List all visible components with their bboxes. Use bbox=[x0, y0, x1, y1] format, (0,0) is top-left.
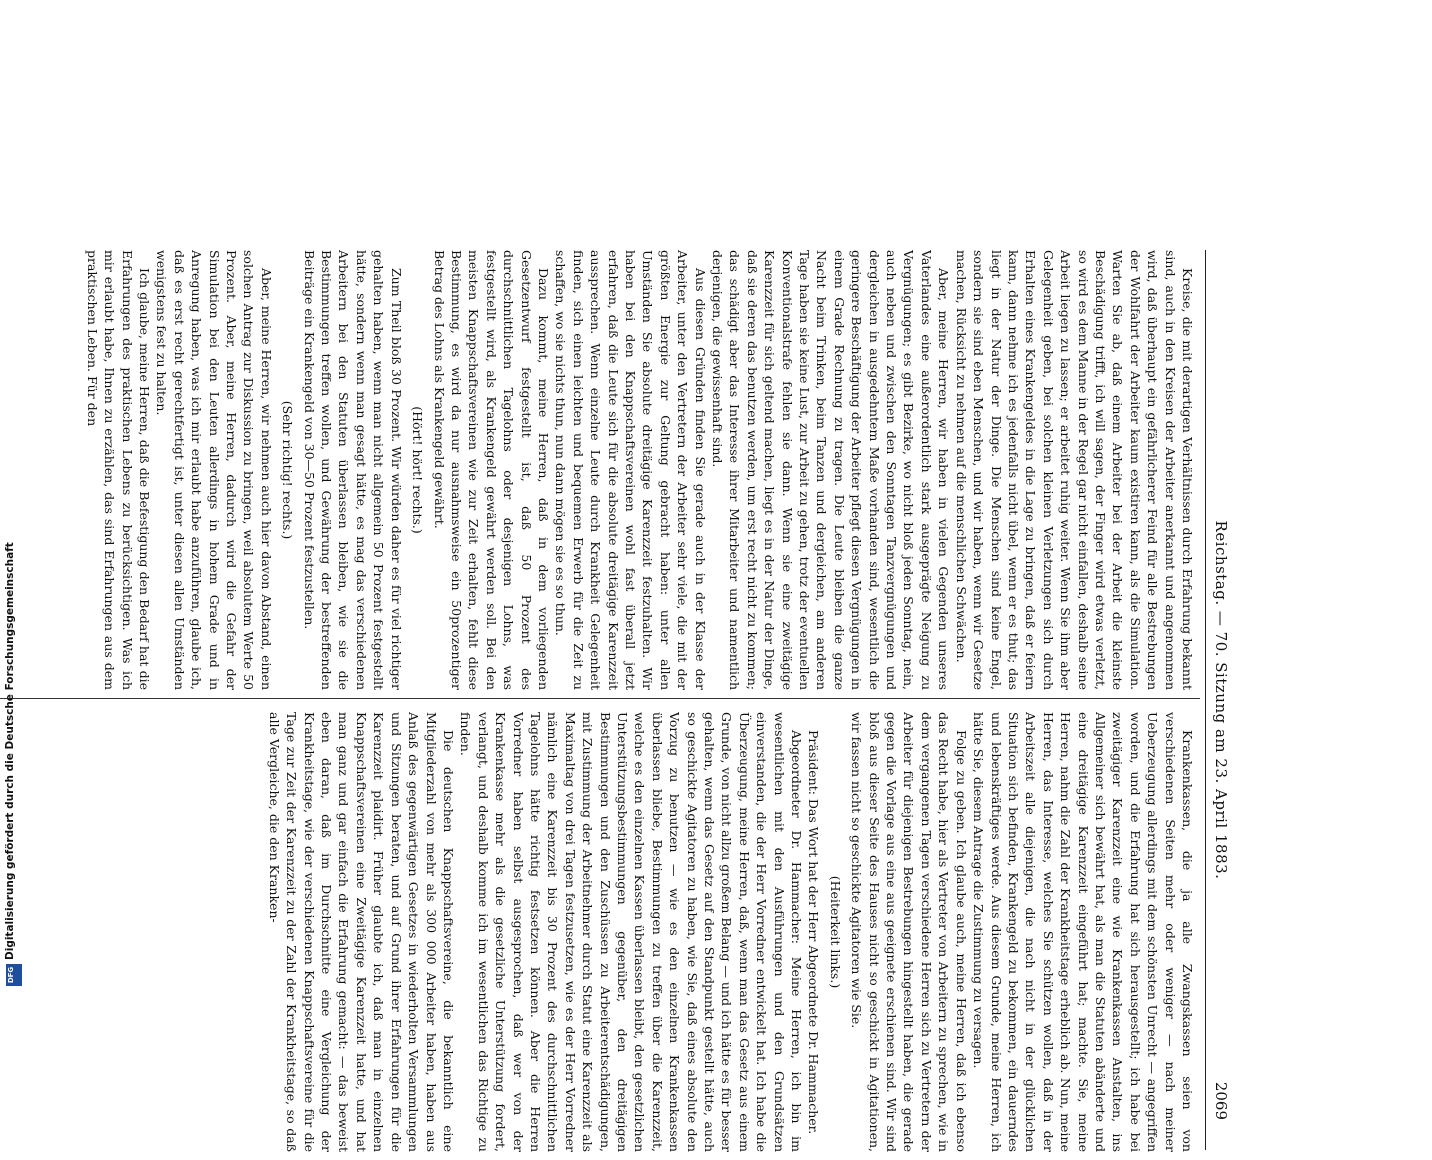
paragraph: Dazu kommt, meine Herren, daß in dem vorliegenden Gesetzentwurf festgestellt ist, daß 50 Prozent des durchschnittlichen Tagelohns oder desjenigen Lohns, was festgestellt wird, als Krankengeld gewährt werden soll. Bei den meisten Knappschaftsvereinen wie zur Zeit erhalten, fehlt diese Bestimmung, es wird da nur ausnahmsweise ein 50prozentiger Betrag des Lohns als Krankengeld gewährt. bbox=[431, 250, 551, 690]
rotated-newspaper-page bbox=[0, 240, 1236, 1160]
paragraph: Aber, meine Herren, wir nehmen auch hier davon Abstand, einen solchen Antrag zur Diskussion zu bringen, weil absolutem Werte 50 Prozent. Aber, meine Herren, dadurch wird die Gefahr der Simulation bei den Leuten allerdings in hohem Grade und in Anregung haben, was ich mir erlaubt habe anzuführen, glaube ich, daß es erst recht gerechtfertigt ist, unter diesen allen Umständen wenigstens fest zu halten. bbox=[154, 250, 274, 690]
interjection: (Hört! hört! rechts.) bbox=[410, 406, 426, 534]
running-header bbox=[1206, 250, 1232, 1150]
paragraph: Folge zu geben. Ich glaube auch, meine Herren, daß ich ebenso das Recht habe, hier als Vertreter von Arbeitern zu sprechen, wie in dem vergangenen Tagen verschiedene Herren sich zu Vertretern der Arbeiter für diejenigen Bestrebungen hingestellt haben, die gerade gegen die Vorlage aus eine aus geeignete erschienen sind. Wir sind bloß aus dieser Seite des Hauses nicht so geschickt in Agitationen, wir fassen nicht so geschickte Agitatoren wie Sie. bbox=[849, 712, 969, 1152]
paragraph: Aus diesen Gründen finden Sie gerade auch in der Klasse der Arbeiter, unter den Vertretern der Arbeiter sehr viele, die mit der größten Energie zur Geltung gebracht haben: unter allen Umständen Sie absolute dreitägige Karenzzeit festzuhalten. Wir haben bei den Knappschaftsvereinen wohl fast überall jetzt erfahren, daß die Leute sich für die absolute dreitägige Karenzzeit aussprechen. Wenn einzelne Leute durch Krankheit Gelegenheit finden, sich einen leichten und bequemen Erwerb für die Zeit zu schaffen, wo sie nichts thun, nun dann mögen sie es so thun. bbox=[553, 250, 708, 690]
dfg-logo bbox=[6, 964, 22, 986]
footer-text: Digitalisierung gefördert durch die Deutsche Forschungsgemeinschaft bbox=[4, 542, 16, 960]
left-column bbox=[0, 250, 1196, 690]
paragraph: Aber, meine Herren, wir haben in vielen Gegenden unseres Vaterlandes eine außerordentlich stark ausgeprägte Neigung zu Vergnügungen; es gibt Bezirke, wo nicht bloß jeden Sonntag, nein, auch neben und zwischen den Sonntagen Tanzvergnügungen und dergleichen in ausgedehntem Maße vorhanden sind, wesentlich die geringere Beschäftigung der Arbeiter pflegt diesen Vergnügungen in einem Grade Rechnung zu tragen. Die Leute bleiben die ganze Nacht beim Trinken, beim Tanzen und dergleichen, am anderen Tage haben sie keine Lust, zur Arbeit zu gehen, trotz der eventuellen Konventionalstrafe fehlen sie dann. Wenn sie eine zweitägige Karenzzeit für sich geltend machen, liegt es in der Natur der Dinge, daß sie deren das benutzen werden, um erst recht nicht zu kommen; das schädigt aber das Interesse ihrer Mitarbeiter und namentlich derjenigen, die gewissenhaft sind. bbox=[710, 250, 952, 690]
paragraph: Kreise, die mit derartigen Verhältnissen durch Erfahrung bekannt sind, auch in den Kreisen der Arbeiter anerkannt und angenommen wird, daß überhaupt ein gefährlicherer Feind für alle Bestrebungen der Wohlfahrt der Arbeiter kaum existiren kann, als die Simulation. Warten Sie ab, daß einem Arbeiter bei der Arbeit die kleinste Beschädigung trifft, ich will sagen, der Finger wird etwas verletzt, so wird es dem Manne in der Regel gar nicht einfallen, deshalb seine Arbeit liegen zu lassen; er arbeitet ruhig weiter. Wenn Sie ihm aber Gelegenheit geben, bei solchen kleinen Verletzungen sich durch Erhalten eines Krankengeldes in die Lage zu bringen, daß er feiern kann, dann nehme ich es jedenfalls nicht übel, wenn er es thut; das liegt in der Natur der Dinge. Die Menschen sind keine Engel, sondern sie sind eben Menschen, und wir haben, wenn wir Gesetze machen, Rücksicht zu nehmen auf die menschlichen Schwächen. bbox=[953, 250, 1195, 690]
interjection: (Sehr richtig! rechts.) bbox=[280, 400, 296, 540]
paragraph: Ich glaube, meine Herren, daß die Befestigung den Bedarf hat die Erfahrungen des praktischen Lebens zu berücksichtigen. Was ich mir erlaubt habe, Ihnen zu erzählen, das sind Erfahrungen aus dem praktischen Leben. Für den bbox=[84, 250, 153, 690]
paragraph: Zum Theil bloß 30 Prozent. Wir würden daher es für viel richtiger gehalten haben, wenn man nicht allgemein 50 Prozent festgestellt hätte, sondern wenn man gesagt hätte, es mag das verschiedenen Arbeitern bei den Statuten überlassen bleiben, wie sie die Bestimmungen treffen wollen, und Gewährung der bestreffenden Beiträge ein Krankengeld von 30—50 Prozent festzustellen. bbox=[301, 250, 404, 690]
dfg-logo-text: DFG bbox=[7, 966, 16, 984]
paragraph: Die deutschen Knappschaftsvereine, die bekanntlich eine Mitgliederzahl von mehr als 300 000 Arbeiter haben, haben aus Anlaß des gegenwärtigen Gesetzes in wiederholten Versammlungen und Sitzungen beraten, und auf Grund ihrer Erfahrungen für die Karenzzeit plaidirt. Früher glaubte ich, daß man in einzelnen Knappschaftsvereinen eine Zweitägige Karenzzeit hatte, und hat man ganz und gar einfach die Erfahrung gemacht: — das beweist eben daran, daß im Durchschnitte eine Vergleichung der Krankheitstage, wie der verschiedenen Knappschaftsvereine für die Tage zur Zeit der Karenzzeit zu der Zahl der Krankheitstage, so daß alle Vergleiche, die den Kranken- bbox=[266, 712, 456, 1152]
speaker-paragraph: Abgeordneter Dr. Hammacher: Meine Herren, ich bin im wesentlichen mit den Ausführungen und den Grundsätzen einverstanden, die der Herr Vorredner entwickelt hat. Ich habe die Überzeugung, meine Herren, daß, wenn man das Gesetz aus einem Grunde, von nicht allzu großem Belang — und ich hätte es für besser gehalten, wenn das Gesetz auf den Standpunkt gestellt hätte, auch so geschickte Agitatoren zu haben, wie Sie, daß eines absolute den Vorzug zu benutzen — wie es den einzelnen Krankenkassen überlassen bliebe, Bestimmungen zu treffen über die Karenzzeit, welche es den einzelnen Kassen überlassen bleibt, den gesetzlichen Unterstützungsbestimmungen gegenüber, den dreitägigen Bestimmungen und den Zuschüssen zu Arbeiterentschädigungen, mit Zustimmung der Arbeitnehmer durch Statut eine Karenzzeit als Maximaltag von drei Tagen festzusetzen, wie es der Herr Vorredner nämlich eine Karenzzeit bis 30 Prozent des durchschnittlichen Tagelohns hätte richtig festsetzen können. Aber die Herren Vorredner haben selbst ausgesprochen, daß wer von der Krankenkasse mehr als die gesetzliche Unterstützung fordert, verlangt, und deshalb komme ich im wesentlichen das Richtige zu finden. bbox=[458, 712, 805, 1152]
speaker-paragraph: Präsident: Das Wort hat der Herr Abgeordnete Dr. Hammacher. bbox=[806, 730, 822, 1135]
interjection: (Heiterkeit links.) bbox=[827, 875, 843, 989]
paragraph: Krankenkassen, die ja alle Zwangskassen seien von verschiedenen Seiten mehr oder weniger — nach meiner Ueberzeugung allerdings mit dem schönsten Unrecht — angegriffen worden, und die Erfahrung hat sich herausgestellt; ich habe bei zweitägiger Karenzzeit eine wie Krankenkassen Anstalten, ins Allgemeiner sich bewährt hat, als man die Statuten abänderte und eine dreitägige Karenzzeit eingeführt hat; machte. Sie, meine Herren, nahm die Zahl der Krankheitstage erheblich ab. Nun, meine Herren, das Interesse, welches Sie schützen wollen, daß in der Arbeitszeit alle diejenigen, die nach nicht in der glücklichen Situation sich befinden, Krankengeld zu bekommen, ein dauerndes und lebenskräftiges werde. Aus diesem Grunde, meine Herren, ich hätte Sie, diesem Antrage die Zustimmung zu versagen. bbox=[971, 712, 1195, 1152]
header-title: Reichstag. — 70. Sitzung am 23. April 1883. bbox=[1212, 520, 1230, 880]
column-rule bbox=[0, 698, 1200, 699]
header-rule bbox=[1205, 250, 1206, 1150]
right-column bbox=[0, 712, 1196, 1152]
page-number: 2069 bbox=[1212, 1081, 1230, 1120]
digitization-footer bbox=[2, 200, 26, 990]
